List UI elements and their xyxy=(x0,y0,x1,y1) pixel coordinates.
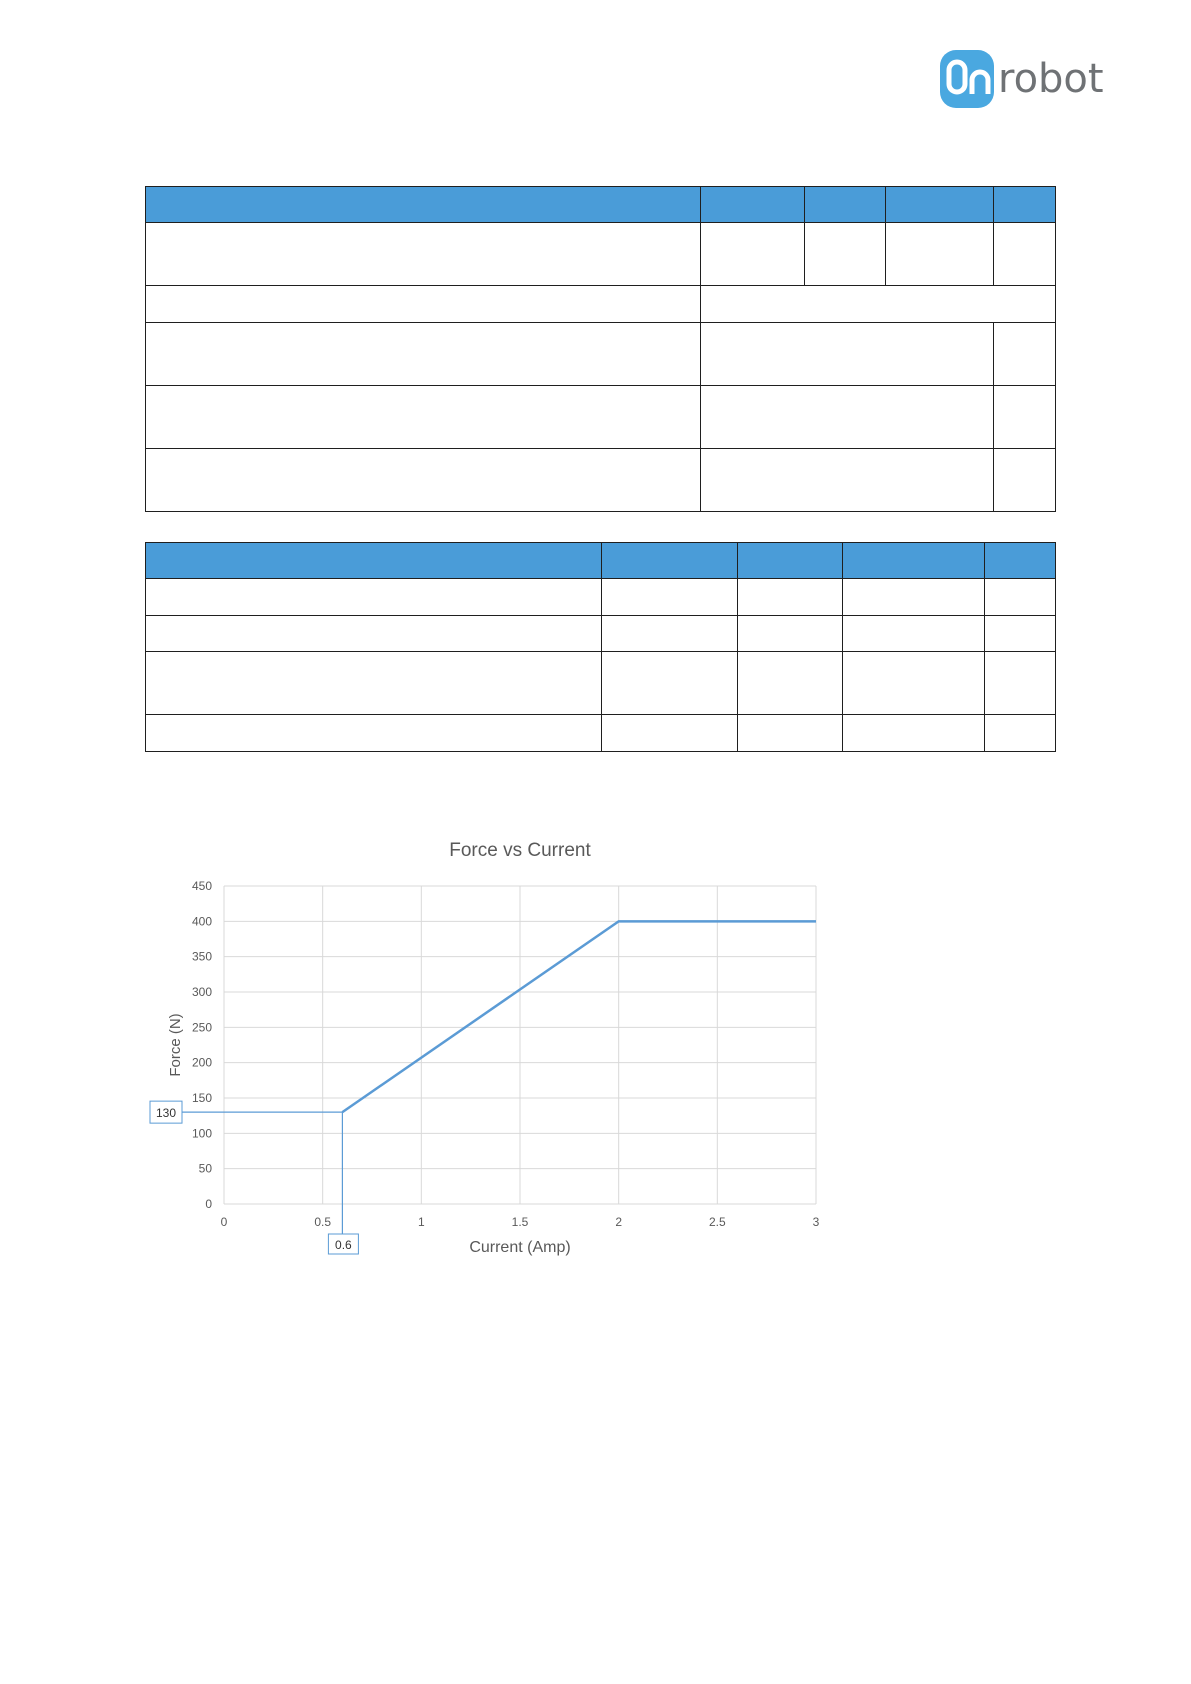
header-cell xyxy=(701,187,805,223)
y-tick-label: 100 xyxy=(191,1126,212,1141)
spec-table-1 xyxy=(145,186,1056,512)
table-row xyxy=(146,323,1056,386)
header-cell xyxy=(146,187,701,223)
spec-table-2 xyxy=(145,542,1056,752)
y-tick-label: 350 xyxy=(191,949,212,964)
header-cell xyxy=(738,543,843,579)
table-header-row xyxy=(146,187,1056,223)
table-row xyxy=(146,579,1056,616)
y-tick-label: 250 xyxy=(191,1020,212,1035)
y-tick-label: 0 xyxy=(205,1197,212,1211)
header-cell xyxy=(805,187,886,223)
table-row xyxy=(146,286,1056,323)
header-cell xyxy=(146,543,602,579)
annotation-label-y: 130 xyxy=(155,1106,177,1121)
table-row xyxy=(146,386,1056,449)
header-cell xyxy=(602,543,738,579)
x-tick-label: 0.5 xyxy=(314,1215,332,1229)
y-tick-label: 200 xyxy=(191,1055,212,1070)
chart-title: Force vs Current xyxy=(449,840,591,861)
y-tick-label: 300 xyxy=(191,985,212,999)
table-row xyxy=(146,652,1056,715)
logo-badge xyxy=(940,50,994,108)
force-vs-current-chart xyxy=(140,830,840,1270)
header-cell xyxy=(843,543,985,579)
x-tick-label: 1.5 xyxy=(511,1215,529,1229)
x-tick-label: 2 xyxy=(615,1215,623,1229)
y-tick-label: 150 xyxy=(191,1091,212,1105)
onrobot-logo xyxy=(940,48,1104,110)
x-tick-label: 3 xyxy=(812,1215,820,1229)
table-row xyxy=(146,616,1056,652)
x-tick-label: 0 xyxy=(220,1215,228,1229)
logo-text: robot xyxy=(998,56,1104,102)
header-cell xyxy=(985,543,1056,579)
x-tick-label: 1 xyxy=(417,1215,425,1229)
x-axis-title: Current (Amp) xyxy=(469,1239,571,1256)
y-tick-label: 450 xyxy=(191,879,212,893)
series-line xyxy=(342,921,816,1112)
table-row xyxy=(146,715,1056,752)
table-header-row xyxy=(146,543,1056,579)
x-tick-label: 2.5 xyxy=(708,1215,726,1229)
header-cell xyxy=(994,187,1056,223)
y-axis-title: Force (N) xyxy=(167,1013,184,1077)
y-tick-label: 50 xyxy=(198,1161,212,1176)
y-tick-label: 400 xyxy=(191,914,212,929)
table-row xyxy=(146,449,1056,512)
chart-svg xyxy=(140,830,840,1270)
annotation-label-x: 0.6 xyxy=(335,1238,352,1252)
header-cell xyxy=(886,187,994,223)
logo-on-icon xyxy=(940,50,994,108)
table-row xyxy=(146,223,1056,286)
